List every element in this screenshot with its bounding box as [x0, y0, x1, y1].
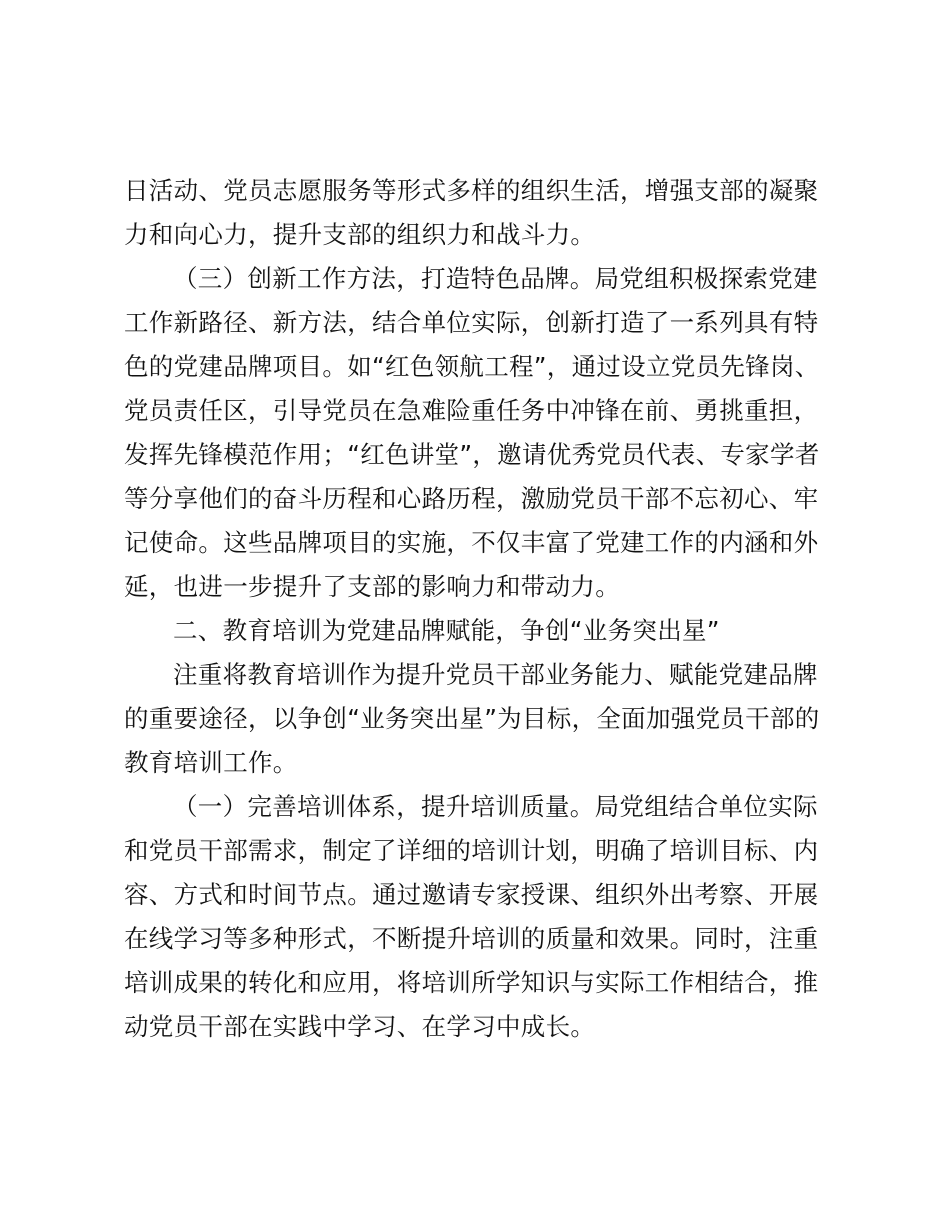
text-line: 教育培训工作。: [124, 748, 298, 777]
text-line: 在线学习等多种形式，不断提升培训的质量和效果。同时，注重: [124, 924, 819, 953]
text-line: 色的党建品牌项目。如“红色领航工程”，通过设立党员先锋岗、: [124, 352, 820, 381]
text-line: 容、方式和时间节点。通过邀请专家授课、组织外出考察、开展: [124, 880, 819, 909]
text-line: 党员责任区，引导党员在急难险重任务中冲锋在前、勇挑重担，: [124, 396, 819, 425]
document-body: [124, 169, 824, 1049]
text-line: 注重将教育培训作为提升党员干部业务能力、赋能党建品牌: [173, 660, 818, 689]
text-line: 工作新路径、新方法，结合单位实际，创新打造了一系列具有特: [124, 308, 819, 337]
text-line: 和党员干部需求，制定了详细的培训计划，明确了培训目标、内: [124, 836, 819, 865]
text-line: 记使命。这些品牌项目的实施，不仅丰富了党建工作的内涵和外: [124, 528, 819, 557]
text-line: 培训成果的转化和应用，将培训所学知识与实际工作相结合，推: [124, 968, 819, 997]
text-line: 延，也进一步提升了支部的影响力和带动力。: [124, 572, 620, 601]
text-line: 的重要途径，以争创“业务突出星”为目标，全面加强党员干部的: [124, 704, 820, 733]
chapter-heading-line: 二、教育培训为党建品牌赋能，争创“业务突出星”: [173, 616, 720, 645]
section-heading-line: （三）创新工作方法，打造特色品牌。局党组积极探索党建: [173, 264, 818, 293]
text-line: 等分享他们的奋斗历程和心路历程，激励党员干部不忘初心、牢: [124, 484, 819, 513]
text-line: 力和向心力，提升支部的组织力和战斗力。: [124, 220, 596, 249]
text-line: 发挥先锋模范作用；“红色讲堂”，邀请优秀党员代表、专家学者: [124, 440, 820, 469]
section-heading-line: （一）完善培训体系，提升培训质量。局党组结合单位实际: [173, 792, 818, 821]
text-line: 日活动、党员志愿服务等形式多样的组织生活，增强支部的凝聚: [124, 176, 819, 205]
text-line: 动党员干部在实践中学习、在学习中成长。: [124, 1012, 596, 1041]
